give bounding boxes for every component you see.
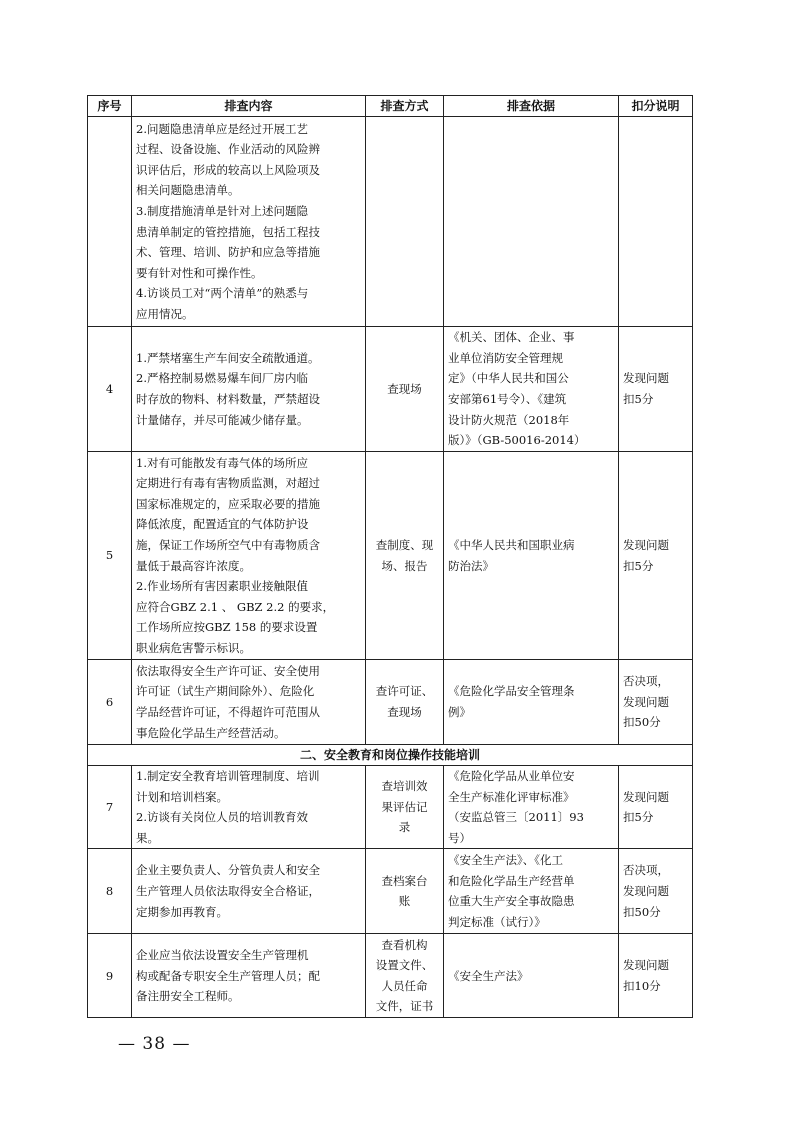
row-deduction-line: 扣5分: [623, 392, 654, 406]
row-basis-line: 《机关、团体、企业、事: [448, 330, 575, 345]
row-content-line: 构或配备专职安全生产管理人员；配: [136, 968, 320, 983]
table-row: [88, 849, 693, 934]
row-basis-line: 防治法》: [448, 558, 494, 573]
row-basis: [444, 327, 619, 452]
row-basis-line: 位重大生产安全事故隐患: [448, 894, 575, 909]
header-content: 排查内容: [132, 96, 366, 117]
row-method-line: 账: [398, 894, 411, 909]
row-deduction-line: 发现问题: [623, 789, 669, 804]
row-serial: 6: [88, 660, 132, 745]
row-serial: 4: [88, 327, 132, 452]
row-deduction-line: 发现问题: [623, 694, 669, 709]
row-content-line: 生产管理人员依法取得安全合格证，: [136, 884, 320, 899]
row-deduction: [619, 766, 693, 849]
row-basis-line: 设计防火规范（2018年: [448, 412, 570, 427]
row-method: [366, 934, 444, 1018]
section-body: [88, 745, 693, 766]
row-basis-line: 和危险化学品生产经营单: [448, 873, 575, 888]
row-deduction: [619, 849, 693, 934]
row-content: [132, 117, 366, 327]
table-row: [88, 452, 693, 660]
row-content-line: 2.严格控制易燃易爆车间厂房内临: [136, 371, 308, 386]
row-basis-line: （安监总管三〔2011〕93: [448, 810, 584, 825]
row-basis: [444, 452, 619, 660]
table-row: [88, 934, 693, 1018]
header-method: 排查方式: [366, 96, 444, 117]
row-content-line: 计划和培训档案。: [136, 789, 228, 804]
section-title: 二、安全教育和岗位操作技能培训: [88, 745, 693, 766]
row-deduction-line: 发现问题: [623, 884, 669, 899]
row-content-line: 许可证（试生产期间除外）、危险化: [136, 684, 315, 699]
row-deduction-line: 扣50分: [623, 904, 661, 919]
row-basis-line: 号）: [448, 830, 471, 845]
row-content-line: 备注册安全工程师。: [136, 989, 240, 1004]
row-deduction-line: 扣5分: [623, 558, 654, 573]
row-basis: [444, 660, 619, 745]
row-content-line: 学品经营许可证，不得超许可范围从: [136, 705, 320, 719]
row-method-line: 查档案台: [381, 873, 428, 888]
row-basis-line: 定》（中华人民共和国公: [448, 371, 569, 386]
row-content-line: 国家标准规定的，应采取必要的措施: [136, 496, 320, 511]
row-content-line: 3.制度措施清单是针对上述问题隐: [136, 203, 308, 218]
row-content-line: 相关问题隐患清单。: [136, 183, 240, 198]
row-method-line: 设置文件、: [375, 958, 434, 973]
row-method-line: 查制度、现: [375, 537, 434, 552]
row-deduction: [619, 934, 693, 1018]
table-row: [88, 327, 693, 452]
row-basis: [444, 934, 619, 1018]
row-content: [132, 934, 366, 1018]
row-method-line: 查培训效: [381, 779, 428, 794]
row-content: [132, 660, 366, 745]
row-deduction: [619, 660, 693, 745]
row-serial: 5: [88, 452, 132, 660]
row-method-line: 录: [398, 820, 411, 835]
row-content-line: 降低浓度，配置适宜的气体防护设: [136, 517, 309, 532]
row-content-line: 1.严禁堵塞生产车间安全疏散通道。: [136, 350, 320, 365]
row-method-line: 查现场: [387, 381, 422, 396]
inspection-table: [87, 95, 693, 1018]
table-body-part2: [88, 766, 693, 1018]
row-basis-line: 《安全生产法》、《化工: [448, 853, 563, 868]
row-content-line: 1.制定安全教育培训管理制度、培训: [136, 769, 320, 783]
row-method-line: 查许可证、: [375, 684, 434, 699]
row-basis-line: 安部第61号令）、《建筑: [448, 392, 567, 406]
row-deduction-line: 发现问题: [623, 371, 669, 386]
row-method: [366, 766, 444, 849]
row-content: [132, 766, 366, 849]
table-header-row: [88, 96, 693, 117]
row-content-line: 企业应当依法设置安全生产管理机: [136, 947, 309, 962]
row-content-line: 要有针对性和可操作性。: [136, 265, 263, 280]
row-basis-line: 全生产标准化评审标准》: [448, 789, 575, 804]
row-content-line: 应符合GBZ 2.1 、 GBZ 2.2 的要求，: [136, 599, 335, 614]
header-serial: 序号: [88, 96, 132, 117]
row-serial: 8: [88, 849, 132, 934]
row-deduction-line: 扣5分: [623, 810, 654, 825]
row-content-line: 1.对有可能散发有毒气体的场所应: [136, 455, 308, 470]
row-content: [132, 327, 366, 452]
row-basis-line: 判定标准（试行）》: [448, 914, 546, 929]
row-deduction-line: 否决项，: [623, 674, 669, 689]
row-content-line: 术、管理、培训、防护和应急等措施: [136, 245, 320, 260]
section-row: [88, 745, 693, 766]
row-basis-line: 业单位消防安全管理规: [448, 350, 563, 365]
row-content: [132, 452, 366, 660]
row-content-line: 应用情况。: [136, 306, 194, 321]
row-content-line: 识评估后，形成的较高以上风险项及: [136, 162, 320, 177]
row-content-line: 定期参加再教育。: [136, 904, 228, 919]
row-content-line: 定期进行有毒有害物质监测，对超过: [136, 476, 320, 491]
row-deduction-line: 否决项，: [623, 863, 669, 878]
row-deduction-line: 发现问题: [623, 958, 669, 973]
row-serial: [88, 117, 132, 327]
table-body-part1: [88, 117, 693, 745]
row-method-line: 查现场: [387, 705, 422, 719]
row-basis-line: 《安全生产法》: [448, 968, 529, 983]
row-basis-line: 例》: [448, 705, 471, 719]
row-content-line: 4.访谈员工对“两个清单”的熟悉与: [136, 286, 309, 301]
row-content-line: 职业病危害警示标识。: [136, 640, 251, 655]
row-deduction: [619, 117, 693, 327]
row-deduction-line: 扣10分: [623, 978, 661, 993]
row-content-line: 施，保证工作场所空气中有毒物质含: [136, 537, 320, 552]
table-row: [88, 117, 693, 327]
row-method: [366, 117, 444, 327]
row-content-line: 过程、设备设施、作业活动的风险辨: [136, 142, 320, 157]
row-deduction: [619, 452, 693, 660]
row-basis: [444, 849, 619, 934]
row-basis-line: 版）》（GB-50016-2014）: [448, 433, 586, 448]
row-content-line: 2.访谈有关岗位人员的培训教育效: [136, 810, 308, 825]
row-deduction-line: 发现问题: [623, 537, 669, 552]
row-content-line: 依法取得安全生产许可证、安全使用: [136, 663, 320, 678]
row-basis: [444, 117, 619, 327]
row-content-line: 2.问题隐患清单应是经过开展工艺: [136, 121, 308, 136]
row-method: [366, 327, 444, 452]
row-basis-line: 《危险化学品安全管理条: [448, 684, 575, 699]
row-method: [366, 849, 444, 934]
row-method-line: 果评估记: [381, 799, 428, 814]
row-serial: 7: [88, 766, 132, 849]
row-method-line: 查看机构: [381, 937, 428, 952]
header-basis: 排查依据: [444, 96, 619, 117]
table-row: [88, 660, 693, 745]
row-deduction: [619, 327, 693, 452]
row-content-line: 计量储存，并尽可能减少储存量。: [136, 412, 309, 427]
row-basis-line: 《中华人民共和国职业病: [448, 537, 575, 552]
row-content: [132, 849, 366, 934]
row-content-line: 2.作业场所有害因素职业接触限值: [136, 579, 308, 594]
row-content-line: 时存放的物料、材料数量，严禁超设: [136, 392, 320, 406]
row-basis: [444, 766, 619, 849]
row-content-line: 事危险化学品生产经营活动。: [136, 725, 286, 740]
row-method-line: 场、报告: [381, 558, 428, 573]
row-deduction-line: 扣50分: [623, 715, 661, 730]
row-method: [366, 452, 444, 660]
row-content-line: 量低于最高容许浓度。: [136, 558, 251, 573]
row-content-line: 工作场所应按GBZ 158 的要求设置: [136, 620, 318, 635]
row-method: [366, 660, 444, 745]
row-serial: 9: [88, 934, 132, 1018]
row-content-line: 患清单制定的管控措施，包括工程技: [136, 224, 320, 239]
row-content-line: 果。: [136, 830, 159, 845]
table-row: [88, 766, 693, 849]
header-deduction: 扣分说明: [619, 96, 693, 117]
row-method-line: 人员任命: [381, 978, 428, 993]
row-method-line: 文件，证书: [375, 999, 434, 1014]
page-number: — 38 —: [118, 1034, 191, 1054]
row-basis-line: 《危险化学品从业单位安: [448, 769, 575, 783]
row-content-line: 企业主要负责人、分管负责人和安全: [136, 863, 320, 878]
